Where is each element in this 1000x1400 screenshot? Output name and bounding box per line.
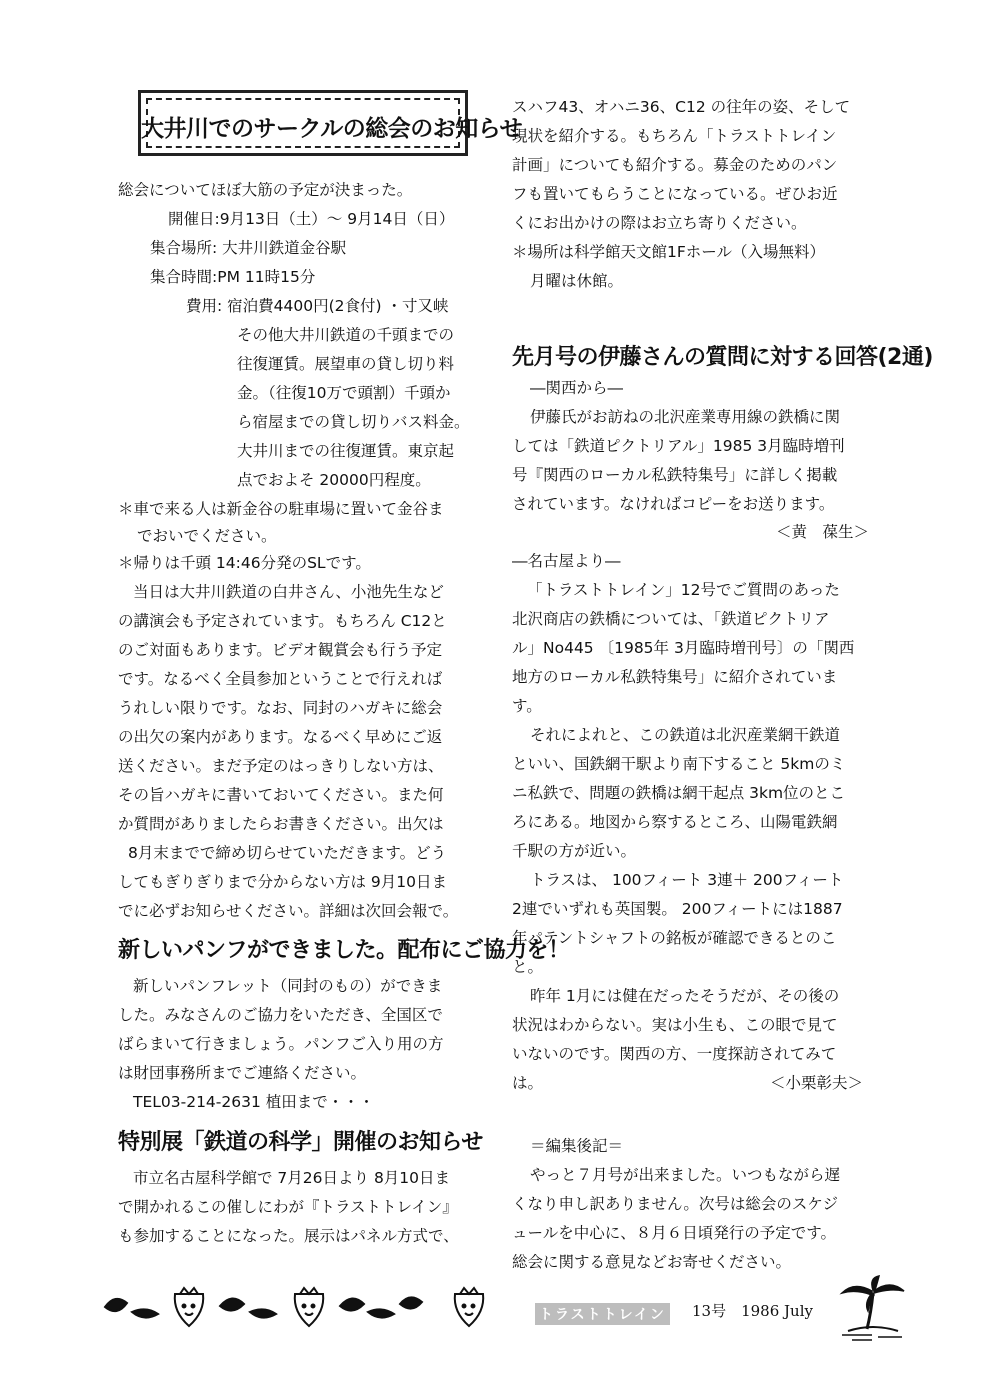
nagoya-label: ―名古屋より― xyxy=(512,552,621,570)
cost-line: 費用: 宿泊費4400円(2食付) ・寸又峡 xyxy=(186,297,449,315)
cost-line: 大井川までの往復運賃。東京起 xyxy=(237,442,455,460)
body-line: 送ください。まだ予定のはっきりしない方は、 xyxy=(118,757,444,775)
body-line: は財団事務所までご連絡ください。 xyxy=(118,1064,367,1082)
body-line: 千駅の方が近い。 xyxy=(512,842,637,860)
body-line: スハフ43、オハニ36、C12 の往年の姿、そして xyxy=(512,98,851,116)
kansai-label: ―関西から― xyxy=(530,379,624,397)
cost-line: その他大井川鉄道の千頭までの xyxy=(237,326,455,344)
cost-line: 点でおよそ 20000円程度。 xyxy=(237,471,431,489)
body-line: 地方のローカル私鉄特集号」に紹介されていま xyxy=(512,668,838,686)
body-line: フも置いてもらうことになっている。ぜひお近 xyxy=(512,185,838,203)
body-line: の出欠の案内があります。なるべく早めにご返 xyxy=(118,728,443,746)
meeting-place: 集合場所: 大井川鉄道金谷駅 xyxy=(150,239,347,257)
cost-line: 金。（往復10万で頭割）千頭か xyxy=(237,384,451,402)
intro-text: 総会についてほぼ大筋の予定が決まった。 xyxy=(118,181,413,199)
note-line: でおいでください。 xyxy=(137,527,277,545)
contact-phone: TEL03-214-2631 植田まで・・・ xyxy=(133,1093,375,1111)
body-line: トラスは、 100フィート 3連＋ 200フィート xyxy=(530,871,844,889)
body-line: でに必ずお知らせください。詳細は次回会報で。 xyxy=(118,902,459,920)
body-line: 当日は大井川鉄道の白井さん、小池先生など xyxy=(133,583,444,601)
cost-line: 往復運賃。展望車の貸し切り料 xyxy=(237,355,455,373)
body-line: 8月末までで締め切らせていただきます。どう xyxy=(128,844,447,862)
body-line: くにお出かけの際はお立ち寄りください。 xyxy=(512,214,807,232)
body-line: 状況はわからない。実は小生も、この眼で見て xyxy=(512,1016,838,1034)
body-line: 号『関西のローカル私鉄特集号」に詳しく掲載 xyxy=(512,466,838,484)
body-line: ばらまいて行きましょう。パンフご入り用の方 xyxy=(118,1035,444,1053)
body-line: の講演会も予定されています。もちろん C12と xyxy=(118,612,447,630)
notice-title-box xyxy=(138,90,523,156)
body-line: しては「鉄道ピクトリアル」1985 3月臨時増刊 xyxy=(512,437,845,455)
body-line: 「トラストトレイン」12号でご質問のあった xyxy=(527,581,840,599)
body-line: といい、国鉄網干駅より南下すること 5kmのミ xyxy=(512,755,846,773)
body-line: 市立名古屋科学館で 7月26日より 8月10日ま xyxy=(133,1169,451,1187)
note-line: ＊車で来る人は新金谷の駐車場に置いて金谷ま xyxy=(118,500,444,518)
body-line: も参加することになった。展示はパネル方式で、 xyxy=(118,1227,459,1245)
meeting-time: 集合時間:PM 11時15分 xyxy=(150,268,316,286)
body-line: は。 xyxy=(512,1074,544,1092)
body-line: 伊藤氏がお訪ねの北沢産業専用線の鉄橋に関 xyxy=(530,408,841,426)
body-line: いないのです。関西の方、一度探訪されてみて xyxy=(512,1045,837,1063)
body-line: くなり申し訳ありません。次号は総会のスケジ xyxy=(512,1195,839,1213)
body-line: それによれと、この鉄道は北沢産業網干鉄道 xyxy=(530,726,841,744)
body-line: 年パテントシャフトの銘板が確認できるとのこ xyxy=(512,929,837,947)
body-line: 現状を紹介する。もちろん「トラストトレイン xyxy=(512,127,837,145)
body-line: してもぎりぎりまで分からない方は 9月10日ま xyxy=(118,873,448,891)
body-line: 北沢商店の鉄橋については、「鉄道ピクトリア xyxy=(512,610,830,628)
body-line: 新しいパンフレット（同封のもの）ができま xyxy=(133,977,443,995)
body-line: 総会に関する意見などお寄せください。 xyxy=(512,1253,792,1271)
body-line: 月曜は休館。 xyxy=(530,272,624,290)
body-line: ニ私鉄で、問題の鉄橋は網干起点 3km位のとこ xyxy=(512,784,846,802)
cost-line: ら宿屋までの貸し切りバス料金。 xyxy=(237,413,470,431)
body-line: 2連でいずれも英国製。 200フィートには1887 xyxy=(512,900,843,918)
heading-pamphlet: 新しいパンフができました。配布にご協力を！ xyxy=(118,938,570,963)
body-line: か質問がありましたらお書きください。出欠は xyxy=(118,815,444,833)
body-line: ュールを中心に、８月６日頃発行の予定です。 xyxy=(512,1224,836,1242)
note-line: ＊帰りは千頭 14:46分発のSLです。 xyxy=(118,554,371,572)
body-line: ル」No445 〔1985年 3月臨時増刊号〕の「関西 xyxy=(512,639,855,657)
body-line: で開かれるこの催しにわが『トラストトレイン』 xyxy=(118,1198,458,1216)
notice-title: 大井川でのサークルの総会のお知らせ xyxy=(141,116,523,142)
body-line: やっと７月号が出来ました。いつもながら遅 xyxy=(530,1166,841,1184)
body-line: うれしい限りです。なお、同封のハガキに総会 xyxy=(118,699,443,717)
issue-info: 13号 1986 July xyxy=(692,1302,813,1320)
nagoya-signature: ＜小栗彰夫＞ xyxy=(770,1074,864,1092)
body-line: と。 xyxy=(512,958,544,976)
body-line: 計画」についても紹介する。募金のためのパン xyxy=(512,156,838,174)
editor-note-label: ＝編集後記＝ xyxy=(530,1137,624,1155)
heading-exhibition: 特別展「鉄道の科学」開催のお知らせ xyxy=(118,1130,483,1155)
palm-tree-island-icon xyxy=(838,1275,908,1343)
body-line: す。 xyxy=(512,697,542,715)
brand-name: トラストトレイン xyxy=(535,1303,670,1325)
body-line: です。なるべく全員参加ということで行えれば xyxy=(118,670,443,688)
body-line: のご対面もあります。ビデオ観賞会も行う予定 xyxy=(118,641,442,659)
kansai-signature: ＜黄 葆生＞ xyxy=(776,523,870,541)
event-date: 開催日:9月13日（土）～ 9月14日（日） xyxy=(168,210,455,228)
body-line: ＊場所は科学館天文館1Fホール（入場無料） xyxy=(512,243,825,261)
body-line: されています。なければコピーをお送ります。 xyxy=(512,495,835,513)
heading-answers: 先月号の伊藤さんの質問に対する回答(2通) xyxy=(512,345,933,370)
body-line: 昨年 1月には健在だったそうだが、その後の xyxy=(530,987,840,1005)
body-line: ろにある。地図から察するところ、山陽電鉄網 xyxy=(512,813,838,831)
strawberry-border-icon xyxy=(100,1282,520,1332)
body-line: した。みなさんのご協力をいただき、全国区で xyxy=(118,1006,443,1024)
body-line: その旨ハガキに書いておいてください。また何 xyxy=(118,786,444,804)
